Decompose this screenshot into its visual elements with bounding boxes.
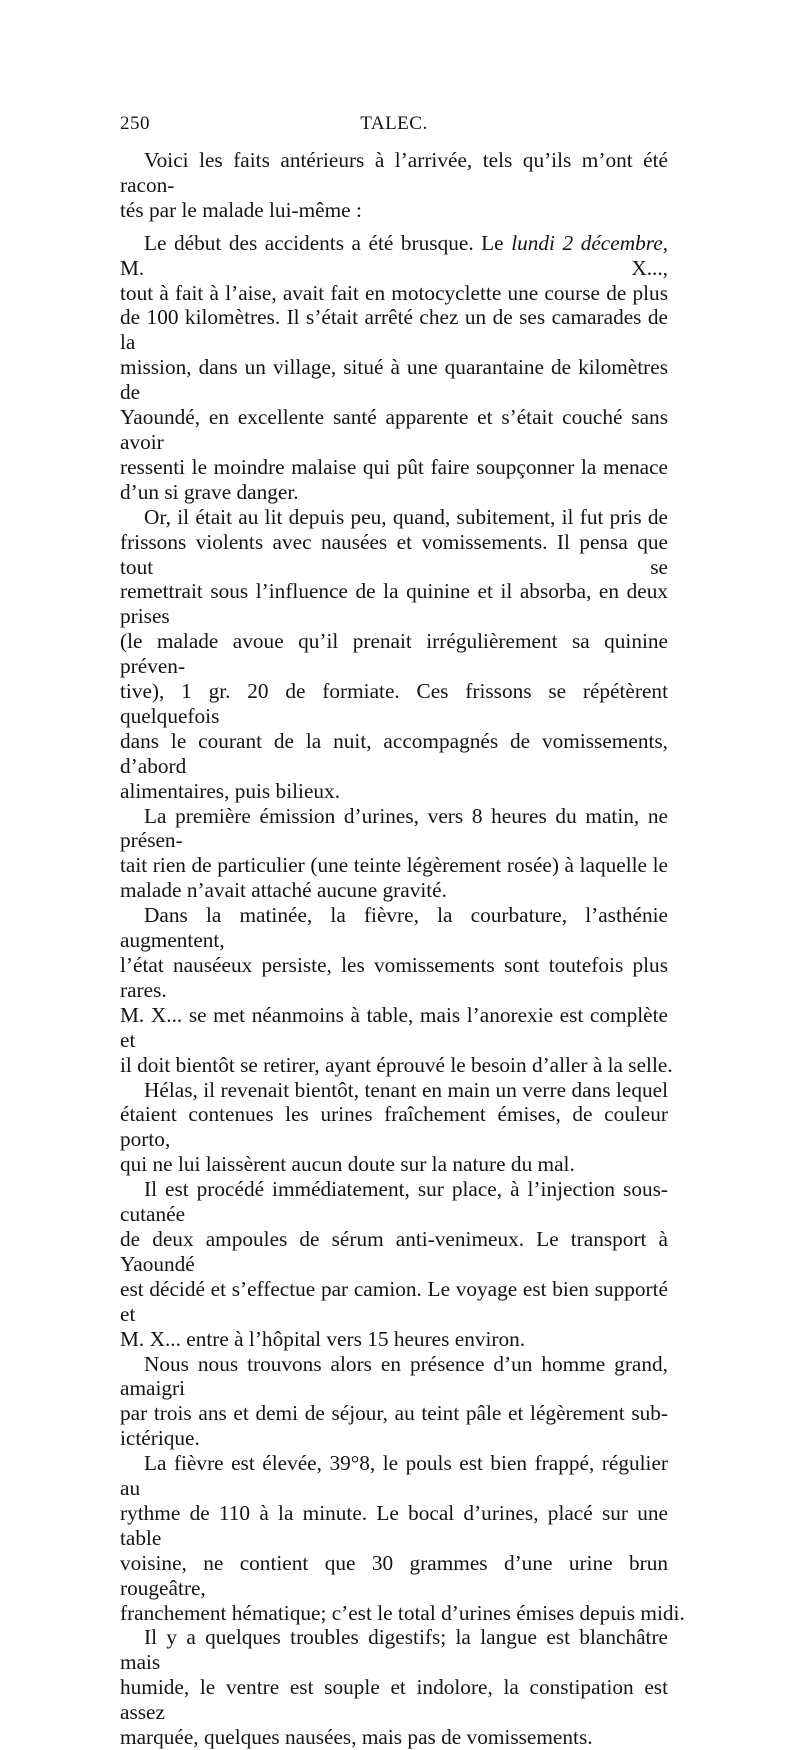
paragraph <box>120 1625 668 1750</box>
paragraph <box>120 1078 668 1178</box>
text-line: alimentaires, puis bilieux. <box>120 778 341 803</box>
paragraph <box>120 903 673 1077</box>
text-line: Dans la matinée, la fièvre, la courbature, l’asthénie augmentent, <box>120 903 668 953</box>
text-line: M. X... se met néanmoins à table, mais l’anorexie est complète et <box>120 1002 668 1052</box>
text-line: de 100 kilomètres. Il s’était arrêté chez un de ses camarades de la <box>120 305 668 355</box>
text-line: tive), 1 gr. 20 de formiate. Ces frissons se répétèrent quelquefois <box>120 679 668 728</box>
text-line: Yaoundé, en excellente santé apparente et s’était couché sans avoir <box>120 405 668 454</box>
page-header <box>120 113 668 143</box>
text-line: Or, il était au lit depuis peu, quand, subitement, il fut pris de <box>144 504 668 529</box>
paragraph <box>120 1352 668 1452</box>
text-line: ressenti le moindre malaise qui pût faire soupçonner la menace <box>120 454 668 479</box>
text-line: La première émission d’urines, vers 8 heures du matin, ne présen- <box>120 803 668 853</box>
text-line: rythme de 110 à la minute. Le bocal d’urines, placé sur une table <box>120 1500 668 1550</box>
text-line: Hélas, il revenait bientôt, tenant en main un verre dans lequel <box>144 1077 668 1102</box>
text-line: franchement hématique; c’est le total d’urines émises depuis midi. <box>120 1600 685 1625</box>
italic-date: lundi 2 décembre <box>511 230 663 255</box>
text-line: tout à fait à l’aise, avait fait en motocyclette une course de plus <box>120 280 668 305</box>
paragraph <box>120 804 668 904</box>
page-number: 250 <box>120 113 150 134</box>
text-line: Il y a quelques troubles digestifs; la langue est blanchâtre mais <box>120 1625 668 1675</box>
text-line: La fièvre est élevée, 39°8, le pouls est bien frappé, régulier au <box>120 1451 668 1501</box>
text-line: étaient contenues les urines fraîchement émises, de couleur porto, <box>120 1102 668 1152</box>
text-line: mission, dans un village, situé à une quarantaine de kilomètres de <box>120 355 668 405</box>
text-line: de deux ampoules de sérum anti-venimeux. Le transport à Yaoundé <box>120 1226 668 1276</box>
text-line: voisine, ne contient que 30 grammes d’une urine brun rougeâtre, <box>120 1550 668 1600</box>
text-line: dans le courant de la nuit, accompagnés de vomissements, d’abord <box>120 728 668 778</box>
text-line: Nous nous trouvons alors en présence d’un homme grand, amaigri <box>120 1351 668 1401</box>
text-line: Il est procédé immédiatement, sur place, à l’injection sous-cutanée <box>120 1177 668 1227</box>
text-line: frissons violents avec nausées et vomissements. Il pensa que tout se <box>120 529 668 579</box>
text-line: est décidé et s’effectue par camion. Le voyage est bien supporté et <box>120 1276 668 1326</box>
text-line: l’état nauséeux persiste, les vomissements sont toutefois plus rares. <box>120 953 668 1002</box>
text-line: (le malade avoue qu’il prenait irrégulièrement sa quinine préven- <box>120 629 668 679</box>
paragraph <box>120 1451 685 1625</box>
text-line: tait rien de particulier (une teinte légèrement rosée) à laquelle le <box>120 853 668 878</box>
text-line: M. X... entre à l’hôpital vers 15 heures environ. <box>120 1326 526 1351</box>
text-line: malade n’avait attaché aucune gravité. <box>120 878 447 903</box>
text-line: par trois ans et demi de séjour, au teint pâle et légèrement sub- <box>120 1401 668 1426</box>
text-line: marquée, quelques nausées, mais pas de vomissements. <box>120 1725 593 1750</box>
text-line: ictérique. <box>120 1426 200 1451</box>
paragraph <box>120 505 668 804</box>
text-line: d’un si grave danger. <box>120 479 299 504</box>
text-line: humide, le ventre est souple et indolore, la constipation est assez <box>120 1675 668 1725</box>
body-text <box>120 148 685 1750</box>
text-line: remettrait sous l’influence de la quinine et il absorba, en deux prises <box>120 579 668 629</box>
paragraph <box>120 231 668 505</box>
text-line: Le début des accidents a été brusque. Le lundi 2 décembre, M. X..., <box>120 230 669 280</box>
running-title: TALEC. <box>360 113 428 134</box>
text-line: qui ne lui laissèrent aucun doute sur la nature du mal. <box>120 1152 575 1177</box>
paragraph <box>120 1177 668 1351</box>
paragraph <box>120 148 668 223</box>
text-line: Voici les faits antérieurs à l’arrivée, tels qu’ils m’ont été racon- <box>120 148 668 197</box>
text-line: tés par le malade lui-même : <box>120 197 362 222</box>
text-line: il doit bientôt se retirer, ayant éprouvé le besoin d’aller à la selle. <box>120 1052 673 1077</box>
